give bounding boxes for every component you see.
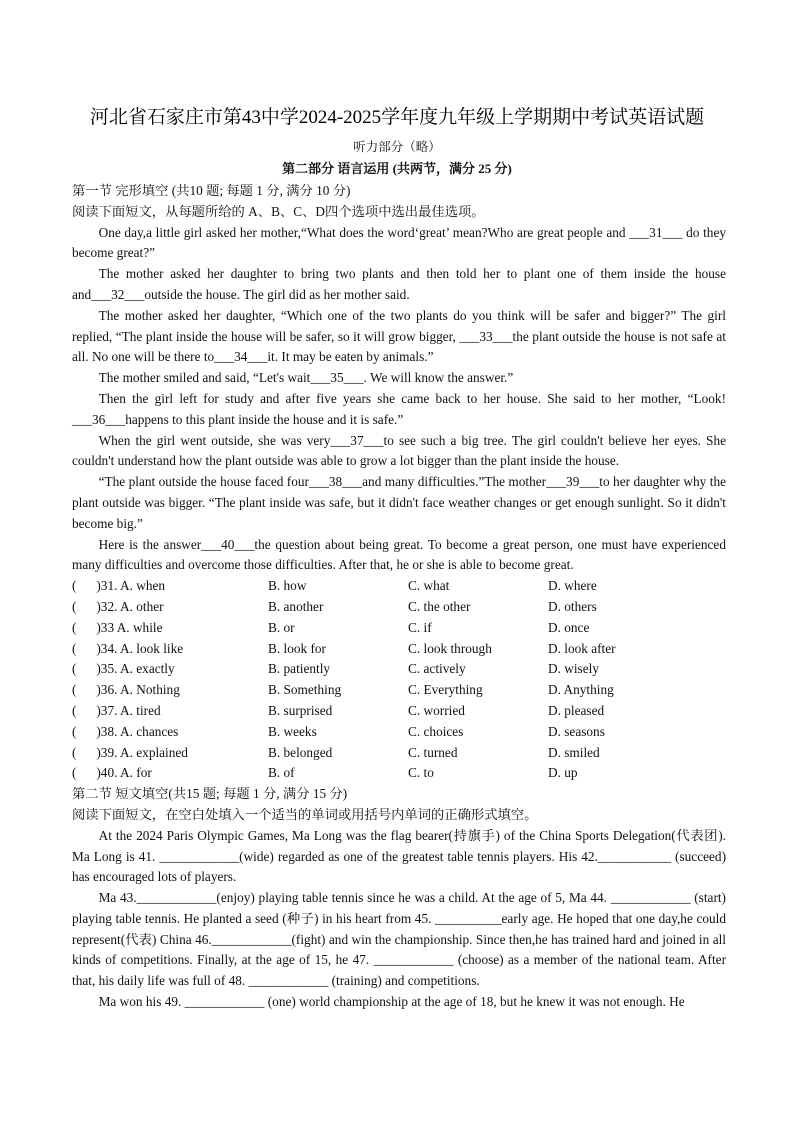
option-a: ( )35. A. exactly — [72, 661, 175, 677]
option-row — [72, 639, 726, 660]
cloze-paragraph: When the girl went outside, she was very___37___to see such a big tree. The girl couldn't believe her eyes. She couldn't understand how the plant outside was able to grow a lot bigger than the plant inside the house. — [72, 432, 726, 469]
option-a: ( )34. A. look like — [72, 640, 184, 656]
listening-note: 听力部分（略） — [353, 140, 441, 154]
option-c: C. turned — [408, 744, 458, 760]
fill-in-paragraph: Ma 43.____________(enjoy) playing table tennis since he was a child. At the age of 5, Ma 44. ____________ (start) playing table tennis. He planted a seed (种子) in his heart from 45. __________early age. He hoped that one day,he could represent(代表) China 46.____________(fight) and win the championship. Since then,he has trained hard and joined in all kinds of competitions. Finally, at the age of 15, he 47. ____________ (choose) as a member of the national team. After that, his daily life was full of 48. ____________ (training) and competitions. — [72, 890, 726, 989]
fill-in-paragraph: Ma won his 49. ____________ (one) world championship at the age of 18, but he knew it was not enough. He — [98, 994, 685, 1010]
cloze-paragraph: The mother smiled and said, “Let's wait___35___. We will know the answer.” — [98, 370, 514, 386]
cloze-paragraph: Here is the answer___40___the question about being great. To become a great person, one must have experienced many difficulties and overcome those difficulties. After that, he or she is able to become great. — [72, 536, 726, 573]
option-d: D. up — [548, 765, 578, 781]
section1-heading: 第一节 完形填空 (共10 题; 每题 1 分, 满分 10 分) — [72, 183, 351, 198]
option-c: C. worried — [408, 702, 465, 718]
option-row — [72, 743, 726, 764]
option-c: C. to — [408, 765, 434, 781]
part2-heading: 第二部分 语言运用 (共两节，满分 25 分) — [282, 161, 512, 176]
option-d: D. seasons — [548, 723, 605, 739]
exam-body — [72, 181, 726, 1013]
option-c: C. choices — [408, 723, 464, 739]
exam-title: 河北省石家庄市第43中学2024-2025学年度九年级上学期期中考试英语试题 — [89, 107, 705, 128]
option-b: B. how — [268, 578, 307, 594]
option-b: B. Something — [268, 682, 342, 698]
option-a: ( )33 A. while — [72, 619, 163, 635]
option-row — [72, 659, 726, 680]
option-c: C. Everything — [408, 682, 483, 698]
option-row — [72, 763, 726, 784]
option-b: B. of — [268, 765, 295, 781]
cloze-paragraph: One day,a little girl asked her mother,“What does the word‘great’ mean?Who are great people and ___31___ do they become great?” — [72, 224, 726, 261]
option-c: C. what — [408, 578, 450, 594]
option-row — [72, 680, 726, 701]
option-b: B. patiently — [268, 661, 331, 677]
option-a: ( )38. A. chances — [72, 723, 179, 739]
option-a: ( )36. A. Nothing — [72, 682, 180, 698]
option-b: B. or — [268, 619, 295, 635]
option-d: D. where — [548, 578, 597, 594]
option-c: C. actively — [408, 661, 466, 677]
option-a: ( )39. A. explained — [72, 744, 188, 760]
option-a: ( )40. A. for — [72, 765, 152, 781]
option-c: C. if — [408, 619, 432, 635]
section1-instruction: 阅读下面短文，从每题所给的 A、B、C、D四个选项中选出最佳选项。 — [72, 203, 485, 219]
option-d: D. look after — [548, 640, 616, 656]
option-b: B. another — [268, 598, 324, 614]
cloze-paragraph: “The plant outside the house faced four___38___and many difficulties.”The mother___39___to her daughter why the plant outside was bigger. “The plant inside was safe, but it didn't face weather changes or get enough sunlight. So it didn't become big.” — [72, 474, 726, 531]
option-d: D. wisely — [548, 661, 599, 677]
option-d: D. Anything — [548, 682, 614, 698]
cloze-paragraph: The mother asked her daughter, “Which one of the two plants do you think will be safer and bigger?” The girl replied, “The plant inside the house will be safer, so it will grow bigger, ___33___the plant outside the house is not safe at all. No one will be there to___34___it. It may be eaten by animals.” — [72, 307, 726, 365]
option-b: B. weeks — [268, 723, 317, 739]
option-b: B. belonged — [268, 744, 333, 760]
option-row — [72, 722, 726, 743]
option-c: C. look through — [408, 640, 492, 656]
option-a: ( )37. A. tired — [72, 702, 161, 718]
option-row — [72, 597, 726, 618]
option-a: ( )31. A. when — [72, 578, 166, 594]
option-b: B. surprised — [268, 702, 333, 718]
section2-heading: 第二节 短文填空(共15 题; 每题 1 分, 满分 15 分) — [72, 786, 348, 802]
option-row — [72, 701, 726, 722]
cloze-paragraph: The mother asked her daughter to bring two plants and then told her to plant one of them inside the house and___32___outside the house. The girl did as her mother said. — [72, 266, 726, 302]
option-c: C. the other — [408, 598, 471, 614]
option-b: B. look for — [268, 640, 326, 656]
fill-in-paragraph: At the 2024 Paris Olympic Games, Ma Long was the flag bearer(持旗手) of the China Sports Delegation(代表团). Ma Long is 41. ____________(wide) regarded as one of the greatest table tennis players. His 42.___________ (succeed) has encouraged lots of players. — [72, 827, 726, 885]
option-a: ( )32. A. other — [72, 598, 164, 614]
cloze-options — [72, 576, 726, 784]
option-d: D. others — [548, 598, 597, 614]
option-d: D. once — [548, 619, 590, 635]
option-row — [72, 576, 726, 597]
option-d: D. smiled — [548, 744, 600, 760]
section2-instruction: 阅读下面短文，在空白处填入一个适当的单词或用括号内单词的正确形式填空。 — [72, 806, 538, 822]
option-d: D. pleased — [548, 702, 605, 718]
option-row — [72, 618, 726, 639]
cloze-paragraph: Then the girl left for study and after five years she came back to her house. She said to her mother, “Look! ___36___happens to this plant inside the house and it is safe.” — [72, 390, 726, 427]
